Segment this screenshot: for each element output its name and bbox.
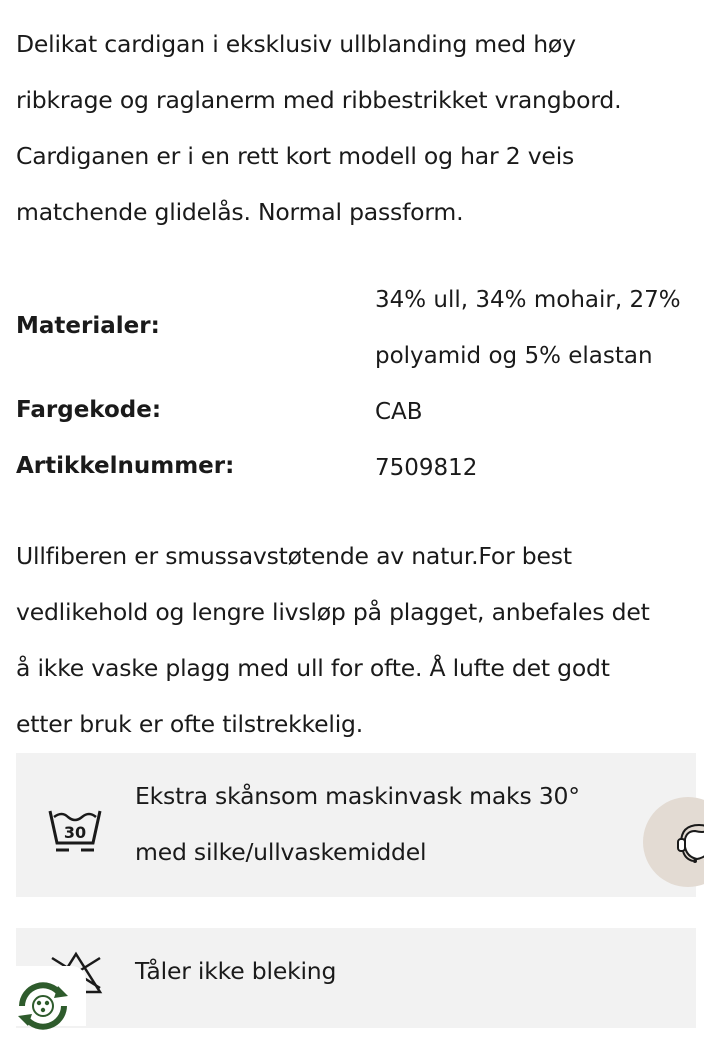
care-info-line: vedlikehold og lengre livsløp på plagget, anbefales det <box>16 598 650 626</box>
description-line: Delikat cardigan i eksklusiv ullblanding med høy <box>16 30 576 58</box>
description-line: matchende glidelås. Normal passform. <box>16 198 464 226</box>
care-label-line: Ekstra skånsom maskinvask maks 30° <box>135 782 580 810</box>
product-details <box>16 0 704 985</box>
product-description <box>16 16 696 240</box>
care-info-line: å ikke vaske plagg med ull for ofte. Å lufte det godt <box>16 654 610 682</box>
care-info-text <box>16 528 704 752</box>
spec-value-line: polyamid og 5% elastan <box>375 343 653 369</box>
care-info-line: Ullfiberen er smussavstøtende av natur.For best <box>16 542 572 570</box>
eco-badge[interactable] <box>0 966 86 1026</box>
spec-label-article: Artikkelnummer: <box>16 453 235 479</box>
care-instruction-bleach <box>16 928 696 1028</box>
spec-value-article: 7509812 <box>375 455 478 481</box>
care-label-wash <box>135 768 580 880</box>
spec-label-materials: Materialer: <box>16 313 160 339</box>
care-instruction-wash <box>16 753 696 897</box>
spec-value-color: CAB <box>375 399 423 425</box>
spec-row-color <box>16 384 704 440</box>
eco-recycle-icon <box>14 976 72 1038</box>
care-label-bleach: Tåler ikke bleking <box>135 957 337 985</box>
spec-value-line: 34% ull, 34% mohair, 27% <box>375 287 681 313</box>
spec-label-color: Fargekode: <box>16 397 162 423</box>
care-label-line: med silke/ullvaskemiddel <box>135 838 427 866</box>
description-line: Cardiganen er i en rett kort modell og har 2 veis <box>16 142 575 170</box>
wash-temp-label: 30 <box>63 823 87 842</box>
customer-service-icon <box>675 819 704 871</box>
description-line: ribkrage og raglanerm med ribbestrikket vrangbord. <box>16 86 622 114</box>
spec-row-article <box>16 440 704 496</box>
spec-value-materials <box>375 272 704 384</box>
wash-30-icon <box>48 805 102 857</box>
care-info-line: etter bruk er ofte tilstrekkelig. <box>16 710 364 738</box>
spec-row-materials <box>16 272 704 384</box>
